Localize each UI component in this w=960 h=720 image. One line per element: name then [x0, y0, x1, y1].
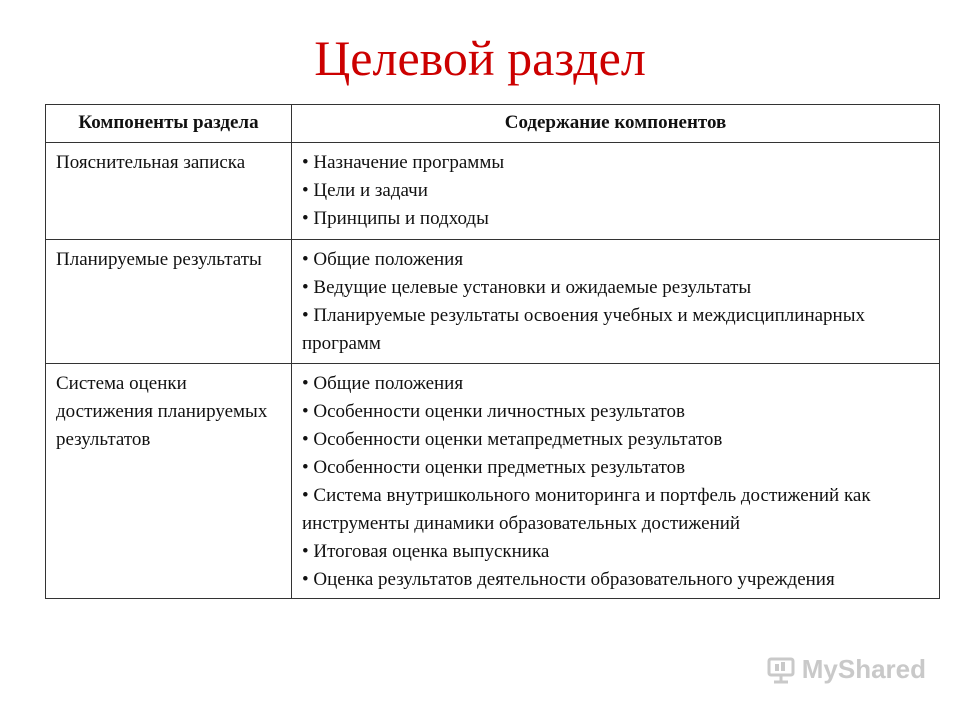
contents-cell: [292, 240, 940, 364]
list-item: • Планируемые результаты освоения учебных и междисциплинарных программ: [302, 302, 929, 358]
header-contents: Содержание компонентов: [292, 105, 940, 143]
component-cell: Пояснительная записка: [46, 143, 292, 240]
contents-cell: [292, 364, 940, 599]
table-row: [46, 240, 940, 364]
presentation-board-icon: [766, 656, 796, 684]
contents-list: [302, 370, 929, 594]
table-header-row: [46, 105, 940, 143]
contents-list: [302, 246, 929, 358]
list-item: • Принципы и подходы: [302, 205, 929, 233]
components-table: [45, 104, 940, 599]
contents-list: [302, 149, 929, 233]
list-item: • Назначение программы: [302, 149, 929, 177]
table-row: [46, 143, 940, 240]
list-item: • Цели и задачи: [302, 177, 929, 205]
list-item: • Итоговая оценка выпускника: [302, 538, 929, 566]
list-item: • Особенности оценки личностных результатов: [302, 398, 929, 426]
list-item: • Система внутришкольного мониторинга и портфель достижений как инструменты динамики образовательных достижений: [302, 482, 929, 538]
table-row: [46, 364, 940, 599]
list-item: • Особенности оценки предметных результатов: [302, 454, 929, 482]
list-item: • Общие положения: [302, 370, 929, 398]
slide-title: Целевой раздел: [314, 30, 646, 86]
component-cell: Планируемые результаты: [46, 240, 292, 364]
list-item: • Особенности оценки метапредметных результатов: [302, 426, 929, 454]
component-cell: Система оценки достижения планируемых результатов: [46, 364, 292, 599]
header-components: Компоненты раздела: [46, 105, 292, 143]
contents-cell: [292, 143, 940, 240]
list-item: • Оценка результатов деятельности образовательного учреждения: [302, 566, 929, 594]
list-item: • Общие положения: [302, 246, 929, 274]
list-item: • Ведущие целевые установки и ожидаемые результаты: [302, 274, 929, 302]
watermark: [766, 654, 926, 685]
watermark-text: MyShared: [801, 654, 926, 684]
